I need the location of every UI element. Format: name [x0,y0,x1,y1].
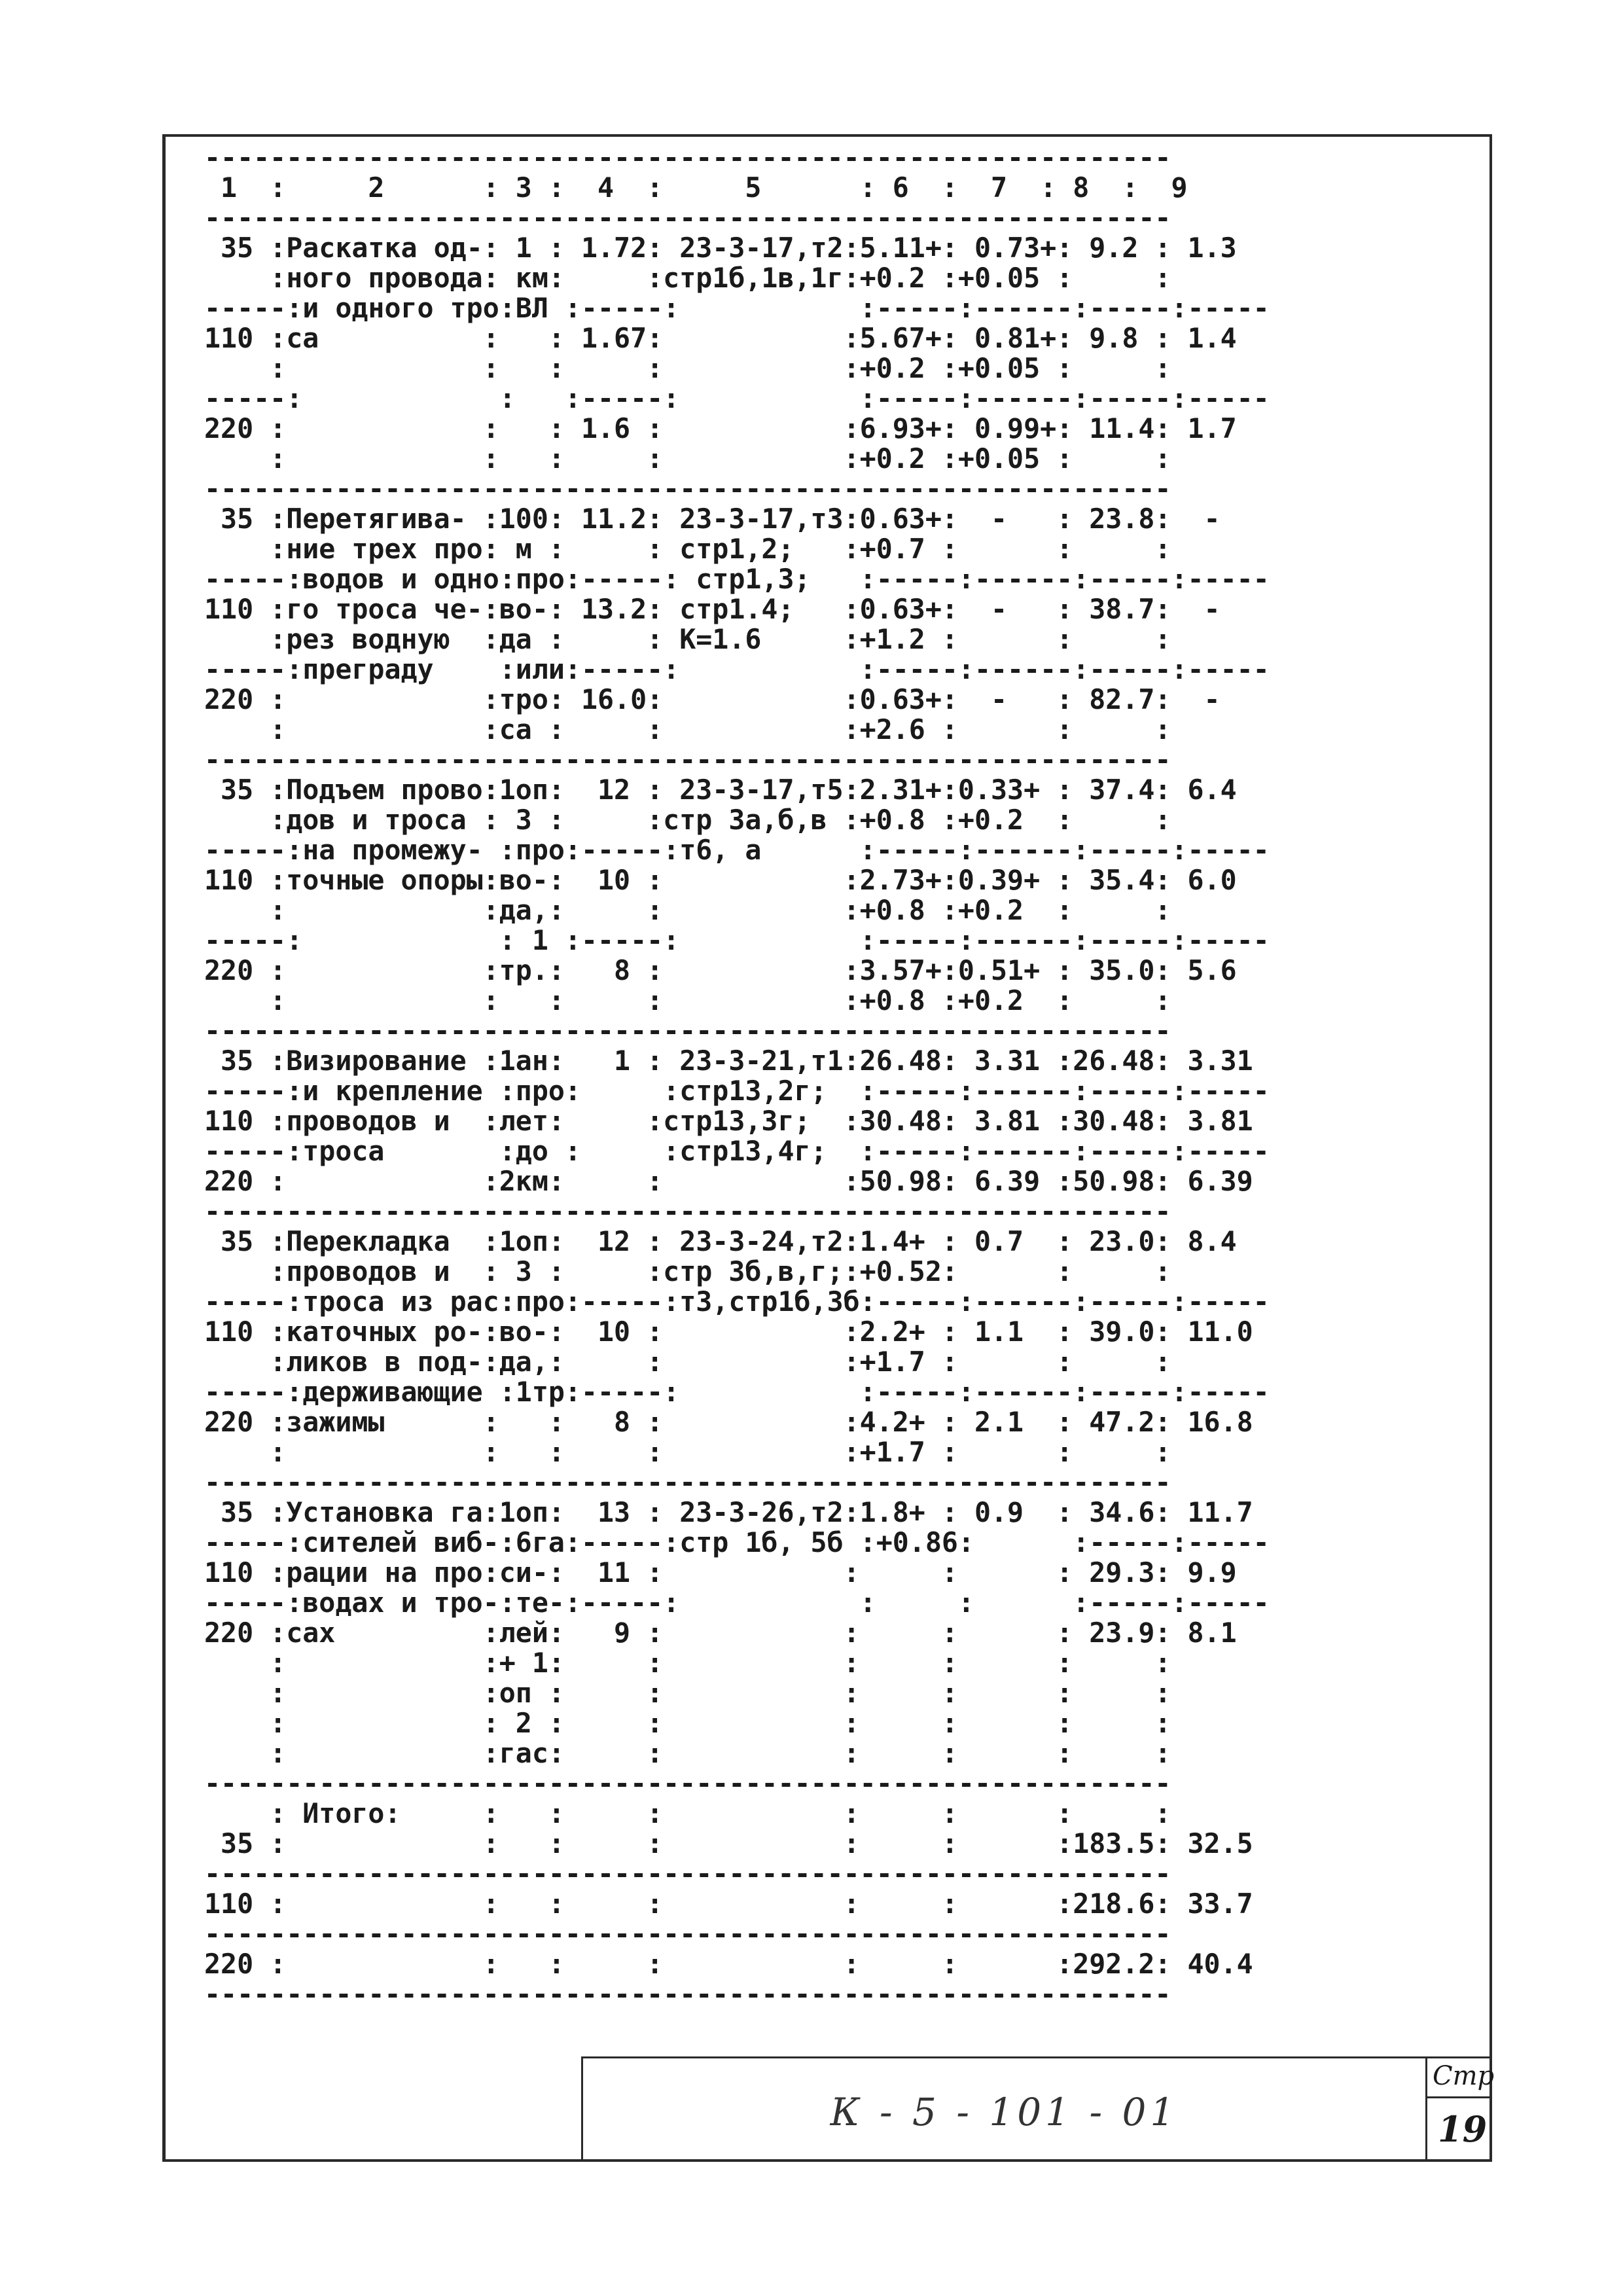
table-row-line: : : : : :+1.7 : : : [204,1436,1171,1468]
table-row-line: 220 : :тро: 16.0: :0.63+: - : 82.7: - [204,683,1221,715]
table-row-line: 110 :проводов и :лет: :стр13,3г; :30.48: 3.81 :30.48: 3.81 [204,1105,1253,1137]
table-row-line: : :гас: : : : : : [204,1737,1171,1769]
table-row-line: 35 :Раскатка од-: 1 : 1.72: 23-3-17,т2:5.11+: 0.73+: 9.2 : 1.3 [204,232,1237,264]
table-rule-line: -----:преграду :или:-----: :-----:------:-----:----- [204,653,1270,685]
table-row-line: 110 :са : : 1.67: :5.67+: 0.81+: 9.8 : 1.4 [204,322,1237,354]
table-rule-line: ----------------------------------------------------------- [204,1978,1171,2010]
table-rule-line: ----------------------------------------------------------- [204,202,1171,234]
table-row-line: 220 : : : 1.6 : :6.93+: 0.99+: 11.4: 1.7 [204,412,1237,444]
table-rule-line: -----:водов и одно:про:-----: стр1,3; :-----:------:-----:----- [204,563,1270,595]
table-row-line: :ного провода: км: :стр1б,1в,1г:+0.2 :+0.05 : : [204,262,1171,294]
table-rule-line: -----:троса из рас:про:-----:т3,стр1б,3б:-----:------:-----:----- [204,1285,1270,1318]
table-row-line: 110 :го троса че-:во-: 13.2: стр1.4; :0.63+: - : 38.7: - [204,593,1221,625]
table-row-line: : :+ 1: : : : : : [204,1647,1171,1679]
table-row-line: :ликов в под-:да,: : :+1.7 : : : [204,1346,1171,1378]
table-row-line: 110 : : : : : : :218.6: 33.7 [204,1888,1253,1920]
table-rule-line: ----------------------------------------------------------- [204,1014,1171,1047]
title-block [581,2056,1425,2161]
table-rule-line: -----:троса :до : :стр13,4г; :-----:------:-----:----- [204,1135,1270,1167]
document-code: К - 5 - 101 - 01 [830,2090,1179,2134]
table-rule-line: ----------------------------------------------------------- [204,1466,1171,1498]
table-rule-line: ----------------------------------------------------------- [204,141,1171,173]
table-row-line: 110 :каточных ро-:во-: 10 : :2.2+ : 1.1 : 39.0: 11.0 [204,1316,1253,1348]
table-row-line: : :оп : : : : : : [204,1677,1171,1709]
table-row-line: 35 :Подъем прово:1оп: 12 : 23-3-17,т5:2.31+:0.33+ : 37.4: 6.4 [204,774,1237,806]
table-row-line: 220 :сах :лей: 9 : : : : 23.9: 8.1 [204,1617,1237,1649]
table-row-line: : Итого: : : : : : : : [204,1797,1171,1829]
table-row-line: : : : : :+0.2 :+0.05 : : [204,352,1171,384]
table-rule-line: -----:водах и тро-:те-:-----: : : :-----:----- [204,1587,1270,1619]
estimate-table-printout [204,143,1421,2009]
table-rule-line: ----------------------------------------------------------- [204,1918,1171,1950]
table-row-line: 220 : :тр.: 8 : :3.57+:0.51+ : 35.0: 5.6 [204,954,1237,986]
table-row-line: 1 : 2 : 3 : 4 : 5 : 6 : 7 : 8 : 9 [204,171,1188,204]
table-row-line: 35 :Визирование :1ан: 1 : 23-3-21,т1:26.48: 3.31 :26.48: 3.31 [204,1045,1253,1077]
table-row-line: :проводов и : 3 : :стр 3б,в,г;:+0.52: : : [204,1255,1171,1287]
table-row-line: :дов и троса : 3 : :стр 3а,б,в :+0.8 :+0.2 : : [204,804,1171,836]
table-rule-line: -----:и одного тро:ВЛ :-----: :-----:------:-----:----- [204,292,1270,324]
table-row-line: 220 :зажимы : : 8 : :4.2+ : 2.1 : 47.2: 16.8 [204,1406,1253,1438]
table-row-line: :ние трех про: м : : стр1,2; :+0.7 : : : [204,533,1171,565]
table-rule-line: -----:держивающие :1тр:-----: :-----:------:-----:----- [204,1376,1270,1408]
table-rule-line: ----------------------------------------------------------- [204,1195,1171,1227]
table-rule-line: -----:на промежу- :про:-----:т6, а :-----:------:-----:----- [204,834,1270,866]
table-row-line: 35 :Перетягива- :100: 11.2: 23-3-17,т3:0.63+: - : 23.8: - [204,503,1221,535]
table-row-line: :рез водную :да : : К=1.6 :+1.2 : : : [204,623,1171,655]
table-rule-line: ----------------------------------------------------------- [204,1767,1171,1799]
page-number-box [1425,2056,1495,2161]
table-row-line: : : : : :+0.2 :+0.05 : : [204,442,1171,475]
table-row-line: 35 :Установка га:1оп: 13 : 23-3-26,т2:1.8+ : 0.9 : 34.6: 11.7 [204,1496,1253,1528]
page-label: Стр [1433,2061,1495,2091]
table-row-line: : : 2 : : : : : : [204,1707,1171,1739]
table-row-line: : : : : :+0.8 :+0.2 : : [204,984,1171,1016]
table-rule-line: ----------------------------------------------------------- [204,473,1171,505]
table-row-line: : :да,: : :+0.8 :+0.2 : : [204,894,1171,926]
table-rule-line: ----------------------------------------------------------- [204,1857,1171,1890]
table-rule-line: -----:и крепление :про: :стр13,2г; :-----:------:-----:----- [204,1075,1270,1107]
table-row-line: 110 :рации на про:си-: 11 : : : : 29.3: 9.9 [204,1556,1237,1588]
table-rule-line: -----:сителей виб-:6га:-----:стр 1б, 5б :+0.86: :-----:----- [204,1526,1270,1558]
table-row-line: 220 : :2км: : :50.98: 6.39 :50.98: 6.39 [204,1165,1253,1197]
page-box-divider [1427,2096,1491,2098]
table-row-line: 220 : : : : : : :292.2: 40.4 [204,1948,1253,1980]
page-number: 19 [1438,2108,1488,2150]
table-row-line: 35 :Перекладка :1оп: 12 : 23-3-24,т2:1.4+ : 0.7 : 23.0: 8.4 [204,1225,1237,1257]
table-row-line: : :са : : :+2.6 : : : [204,713,1171,745]
table-row-line: 110 :точные опоры:во-: 10 : :2.73+:0.39+ : 35.4: 6.0 [204,864,1237,896]
table-rule-line: -----: : 1 :-----: :-----:------:-----:----- [204,924,1270,956]
table-rule-line: ----------------------------------------------------------- [204,744,1171,776]
table-rule-line: -----: : :-----: :-----:------:-----:----- [204,382,1270,414]
table-row-line: 35 : : : : : : :183.5: 32.5 [204,1827,1253,1859]
